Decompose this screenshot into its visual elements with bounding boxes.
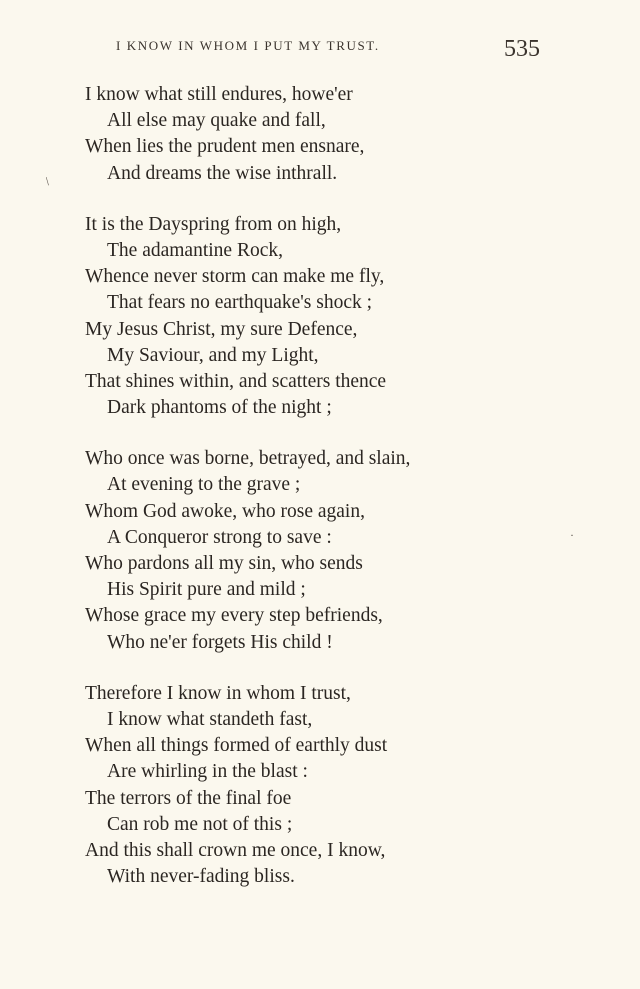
poem-line: When lies the prudent men ensnare,	[85, 136, 365, 158]
print-mark: ·	[570, 528, 574, 542]
poem-line: With never-fading bliss.	[107, 866, 295, 888]
poem-line: That shines within, and scatters thence	[85, 370, 387, 392]
poem-line: Are whirling in the blast :	[107, 761, 308, 783]
poem-line: I know what standeth fast,	[107, 708, 313, 730]
poem-line: And dreams the wise inthrall.	[107, 162, 338, 184]
poem-line: Who once was borne, betrayed, and slain,	[85, 448, 411, 470]
stanza-3	[85, 446, 565, 656]
print-mark: /	[42, 174, 53, 188]
poem-line: His Spirit pure and mild ;	[107, 579, 306, 601]
running-title: I KNOW IN WHOM I PUT MY TRUST.	[116, 38, 380, 53]
poem-line: When all things formed of earthly dust	[85, 735, 388, 757]
page-number: 535	[504, 36, 540, 62]
poem-line: I know what still endures, howe'er	[85, 84, 353, 105]
poem-line: Can rob me not of this ;	[107, 813, 293, 835]
poem-line: Who ne'er forgets His child !	[107, 631, 333, 653]
poem-line: The adamantine Rock,	[107, 239, 283, 261]
poem-line: Therefore I know in whom I trust,	[85, 682, 351, 704]
poem-line: The terrors of the final foe	[85, 787, 292, 809]
stanza-1	[85, 82, 565, 187]
poem-line: That fears no earthquake's shock ;	[107, 292, 373, 314]
poem-line: My Jesus Christ, my sure Defence,	[85, 318, 358, 340]
poem-line: It is the Dayspring from on high,	[85, 213, 342, 235]
poem-line: My Saviour, and my Light,	[107, 344, 319, 366]
poem-line: A Conqueror strong to save :	[107, 526, 332, 548]
poem-line: Whose grace my every step befriends,	[85, 605, 383, 627]
stanza-2	[85, 212, 565, 422]
poem-line: Whom God awoke, who rose again,	[85, 500, 365, 522]
poem-line: Who pardons all my sin, who sends	[85, 553, 363, 574]
poem-line: All else may quake and fall,	[107, 110, 326, 132]
stanza-4	[85, 681, 565, 891]
poem-line: Whence never storm can make me fly,	[85, 266, 385, 288]
poem-line: And this shall crown me once, I know,	[85, 839, 386, 861]
poem-line: Dark phantoms of the night ;	[107, 397, 332, 419]
poem-body	[85, 82, 565, 915]
poem-line: At evening to the grave ;	[107, 474, 301, 496]
